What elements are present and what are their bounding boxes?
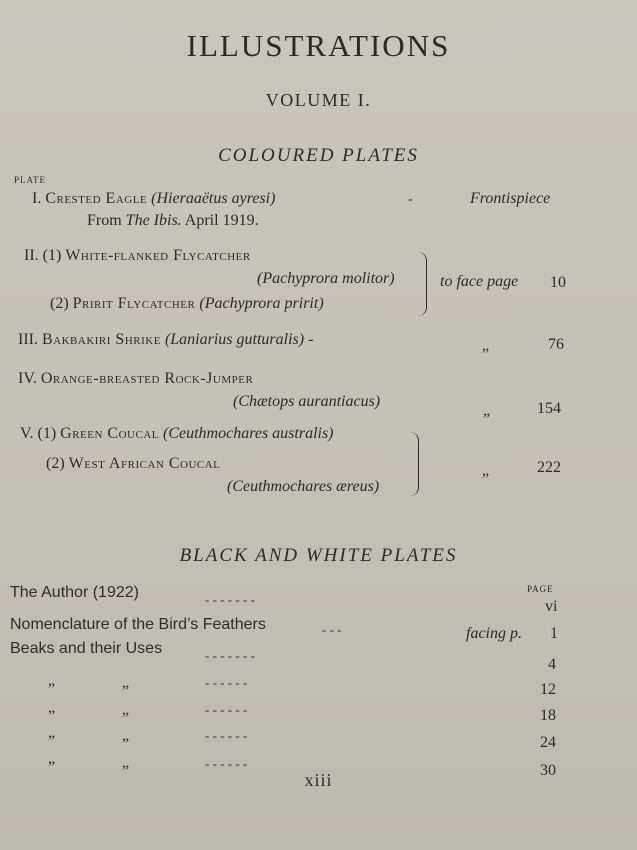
plate-latin-name: (Ceuthmochares australis) — [163, 425, 334, 442]
ditto-mark: „ — [48, 750, 56, 767]
ditto-mark: „ — [48, 699, 56, 716]
leader-dash: - — [408, 192, 413, 207]
source-date: April 1919. — [184, 212, 259, 229]
plate-column-label: PLATE — [14, 175, 46, 185]
leader-dots: - - - — [322, 622, 342, 637]
ditto-mark: „ — [122, 674, 130, 691]
source-title: The Ibis. — [125, 212, 182, 229]
bw-entry-label: Nomenclature of the Bird’s Feathers — [10, 616, 266, 633]
leader-dots: - - - - - - — [205, 702, 248, 717]
plate-page-number: 154 — [537, 400, 561, 417]
plate-name: Green Coucal — [60, 425, 159, 442]
bw-page-number: 1 — [550, 625, 558, 642]
plate-page-number: 10 — [550, 274, 566, 291]
plate-page-number: 222 — [537, 459, 561, 476]
ditto-mark: „ — [48, 672, 56, 689]
sub-number: (1) — [42, 247, 62, 264]
bw-page-number: 30 — [540, 762, 556, 779]
plate-page-ref: Frontispiece — [470, 190, 551, 207]
ditto-mark: „ — [122, 701, 130, 718]
plate-sub-entry — [50, 295, 324, 313]
plate-name: West African Coucal — [68, 455, 221, 472]
plate-entry — [18, 331, 313, 349]
bw-entry-label: The Author (1922) — [10, 584, 139, 601]
bw-entry-label: Beaks and their Uses — [10, 640, 163, 657]
plate-number: IV. — [18, 370, 37, 387]
bw-page-number: vi — [545, 598, 558, 615]
plate-number: II. — [24, 247, 39, 264]
plate-number: I. — [32, 190, 42, 207]
bw-page-number: 12 — [540, 681, 556, 698]
sub-number: (1) — [37, 425, 57, 442]
plate-entry — [32, 190, 275, 208]
plate-latin-name: (Hieraaëtus ayresi) — [151, 190, 276, 207]
leader-dots: - - - - - - - — [205, 648, 255, 663]
ditto-mark: „ — [483, 402, 491, 419]
bw-plates-heading: BLACK AND WHITE PLATES — [179, 545, 458, 566]
plate-name: Bakbakiri Shrike — [41, 331, 161, 348]
bw-page-ref: facing p. — [466, 625, 522, 642]
plate-name: Crested Eagle — [45, 190, 148, 207]
ditto-mark: „ — [482, 462, 490, 479]
page-title: ILLUSTRATIONS — [186, 28, 451, 63]
plate-number: V. — [20, 425, 34, 442]
plate-page-ref: to face page — [440, 273, 519, 290]
leader-dash: - — [308, 331, 314, 348]
plate-latin-name: (Pachyprora molitor) — [257, 270, 395, 287]
plate-latin-name: (Pachyprora pririt) — [199, 295, 324, 312]
bw-page-number: 24 — [540, 734, 556, 751]
plate-name: Pririt Flycatcher — [72, 295, 196, 312]
source-prefix: From — [87, 212, 122, 229]
plate-name: White-flanked Flycatcher — [65, 247, 251, 264]
sub-number: (2) — [46, 455, 65, 472]
plate-latin-name: (Laniarius gutturalis) — [164, 331, 305, 348]
plate-number: III. — [18, 331, 38, 348]
ditto-mark: „ — [122, 754, 130, 771]
plate-page-number: 76 — [548, 336, 564, 353]
brace-shape — [410, 432, 419, 496]
sub-number: (2) — [50, 295, 69, 312]
plate-entry — [20, 425, 334, 443]
plate-name: Orange-breasted Rock-Jumper — [40, 370, 254, 387]
leader-dots: - - - - - - — [205, 675, 248, 690]
bw-page-number: 4 — [548, 656, 556, 673]
ditto-mark: „ — [48, 724, 56, 741]
plate-source — [87, 212, 259, 230]
plate-entry — [18, 370, 253, 388]
plate-sub-entry — [46, 455, 220, 473]
leader-dots: - - - - - - — [205, 756, 248, 771]
plate-latin-name: (Ceuthmochares æreus) — [227, 478, 380, 495]
page-column-label: PAGE — [527, 584, 554, 594]
bw-page-number: 18 — [540, 707, 556, 724]
brace-shape — [418, 252, 427, 316]
plate-latin-name: (Chætops aurantiacus) — [233, 393, 381, 410]
plate-entry — [24, 247, 251, 265]
leader-dots: - - - - - - — [205, 728, 248, 743]
leader-dots: - - - - - - - — [205, 592, 255, 607]
ditto-mark: „ — [122, 727, 130, 744]
page-folio: xiii — [304, 770, 333, 790]
ditto-mark: „ — [482, 337, 490, 354]
coloured-plates-heading: COLOURED PLATES — [218, 145, 419, 166]
volume-heading: VOLUME I. — [265, 90, 372, 110]
